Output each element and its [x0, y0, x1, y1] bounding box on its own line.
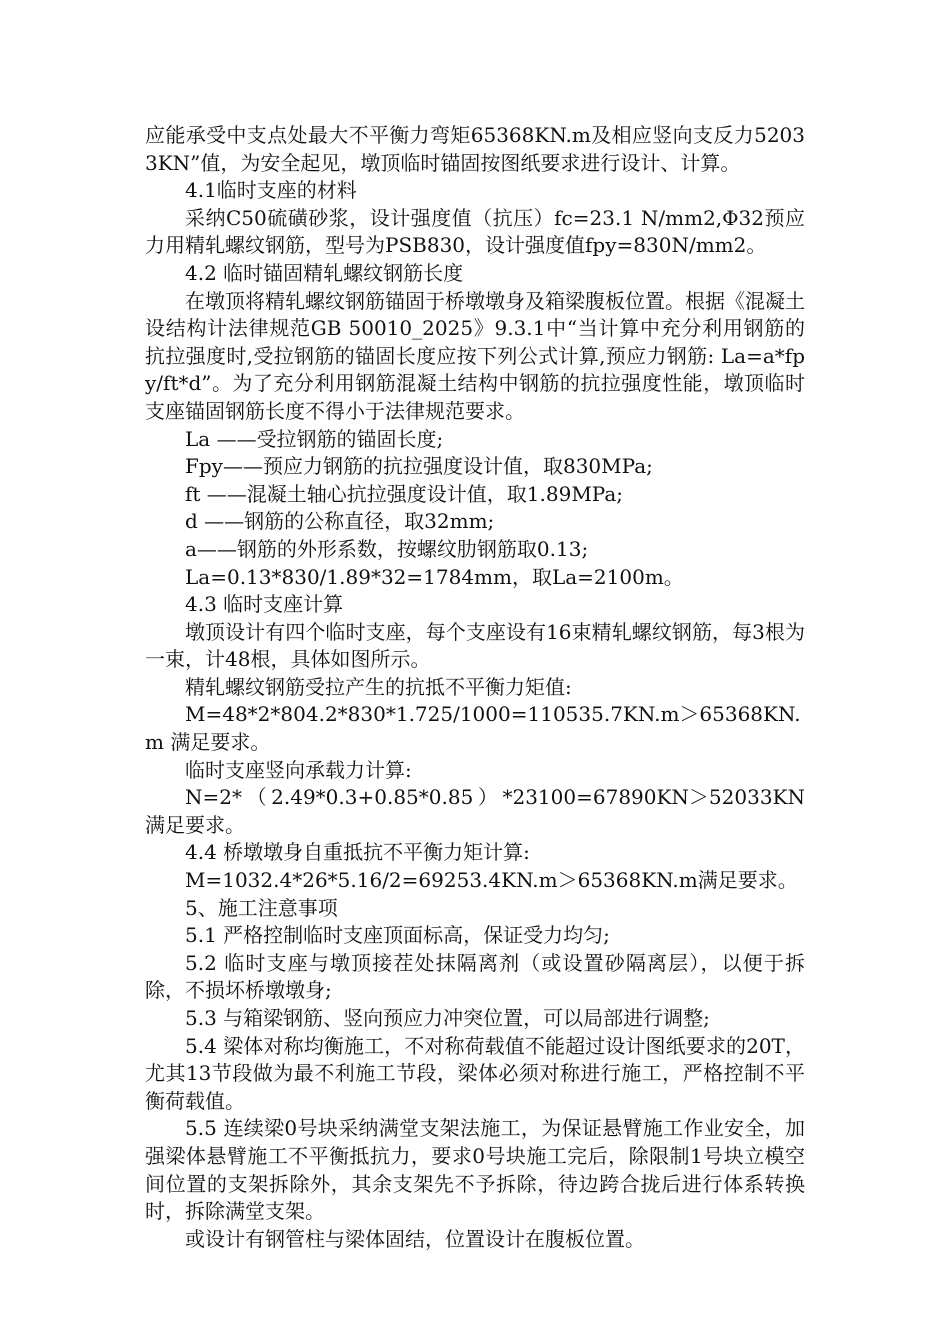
definition-la: La ——受拉钢筋的锚固长度;	[185, 426, 444, 451]
section-heading-5: 5、施工注意事项	[185, 895, 338, 920]
section-heading-4-2: 4.2 临时锚固精轧螺纹钢筋长度	[185, 260, 464, 285]
item-5-4: 5.4 梁体对称均衡施工，不对称荷载值不能超过设计图纸要求的20T，尤其13节段做为最不利施工节段，梁体必须对称进行施工，严格控制不平衡荷载值。	[145, 1033, 805, 1113]
definition-d: d ——钢筋的公称直径，取32mm;	[185, 509, 495, 534]
formula-self-weight: M=1032.4*26*5.16/2=69253.4KN.m＞65368KN.m满足要求。	[185, 868, 798, 893]
section-heading-4-1: 4.1临时支座的材料	[185, 178, 357, 203]
definition-a: a——钢筋的外形系数，按螺纹肋钢筋取0.13;	[185, 536, 589, 561]
paragraph-1: 应能承受中支点处最大不平衡力弯矩65368KN.m及相应竖向支反力52033KN”值，为安全起见，墩顶临时锚固按图纸要求进行设计、计算。	[145, 123, 805, 175]
paragraph-bearing-label: 临时支座竖向承载力计算:	[185, 757, 412, 782]
paragraph-materials: 采纳C50硫磺砂浆，设计强度值（抗压）fc=23.1 N/mm2,Φ32预应力用精轧螺纹钢筋，型号为PSB830，设计强度值fpy=830N/mm2。	[145, 205, 805, 258]
definition-fpy: Fpy——预应力钢筋的抗拉强度设计值，取830MPa;	[185, 454, 653, 479]
paragraph-support-design: 墩顶设计有四个临时支座，每个支座设有16束精轧螺纹钢筋，每3根为一束，计48根，具体如图所示。	[145, 619, 805, 672]
paragraph-moment-label: 精轧螺纹钢筋受拉产生的抗抵不平衡力矩值:	[185, 674, 572, 699]
section-heading-4-4: 4.4 桥墩墩身自重抵抗不平衡力矩计算:	[185, 840, 530, 865]
formula-la: La=0.13*830/1.89*32=1784mm，取La=2100m。	[185, 564, 684, 589]
definition-ft: ft ——混凝土轴心抗拉强度设计值，取1.89MPa;	[185, 481, 624, 506]
formula-moment: M=48*2*804.2*830*1.725/1000=110535.7KN.m＞65368KN.m 满足要求。	[145, 702, 801, 755]
item-5-2: 5.2 临时支座与墩顶接茬处抹隔离剂（或设置砂隔离层），以便于拆除，不损坏桥墩墩身;	[145, 950, 805, 1003]
paragraph-anchorage: 在墩顶将精轧螺纹钢筋锚固于桥墩墩身及箱梁腹板位置。根据《混凝土设结构计法律规范GB 50010_2025》9.3.1中“当计算中充分利用钢筋的抗拉强度时,受拉钢筋的锚固长度应按下列公式计算,预应力钢筋: La=a*fpy/ft*d”。为了充分利用钢筋混凝土结构中钢筋的抗拉强度性能，墩顶临时支座锚固钢筋长度不得小于法律规范要求。	[145, 288, 805, 423]
paragraph-final: 或设计有钢管柱与梁体固结，位置设计在腹板位置。	[185, 1226, 645, 1251]
item-5-1: 5.1 严格控制临时支座顶面标高，保证受力均匀;	[185, 923, 610, 948]
document-body	[145, 122, 812, 1253]
formula-bearing: N=2*（2.49*0.3+0.85*0.85）*23100=67890KN＞52033KN 满足要求。	[145, 785, 812, 837]
item-5-5: 5.5 连续梁0号块采纳满堂支架法施工，为保证悬臂施工作业安全，加强梁体悬臂施工不平衡抵抗力，要求0号块施工完后，除限制1号块立模空间位置的支架拆除外，其余支架先不予拆除，待边跨合拢后进行体系转换时，拆除满堂支架。	[145, 1116, 805, 1224]
item-5-3: 5.3 与箱梁钢筋、竖向预应力冲突位置，可以局部进行调整;	[185, 1006, 710, 1030]
section-heading-4-3: 4.3 临时支座计算	[185, 592, 344, 617]
